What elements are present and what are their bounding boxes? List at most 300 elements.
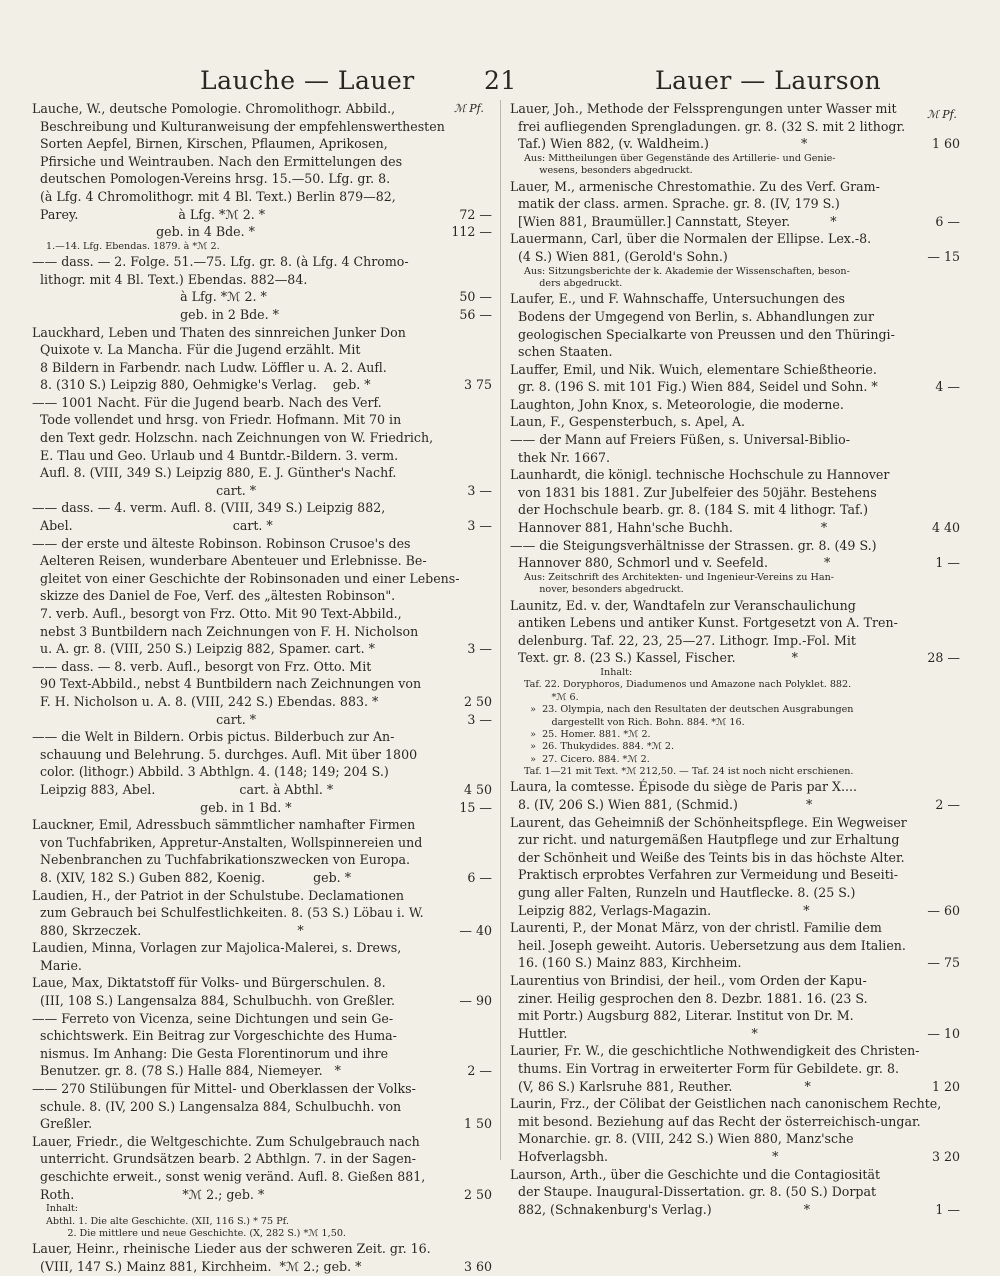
entry-text: nebst 3 Buntbildern nach Zeichnungen von F. H. Nicholson [32,623,419,639]
entry-line [32,658,492,676]
entry-line [510,849,960,867]
entry-note-line [510,278,960,290]
entry-text: Sorten Aepfel, Birnen, Kirschen, Pflaumen, Aprikosen, [32,136,388,152]
entry-text: zur richt. und naturgemäßen Hautpflege und zur Erhaltung [510,832,900,848]
entry-line [32,135,492,153]
entry-text: dargestellt von Rich. Bohn. 884. *ℳ 16. [524,716,745,728]
entry-price: 112 — [451,224,492,240]
entry-line [32,499,492,517]
entry-note-line [510,741,960,753]
entry-line [510,1060,960,1078]
entry-text: 8. (XIV, 182 S.) Guben 882, Koenig. geb. * [32,869,351,885]
entry-line [510,937,960,955]
running-head-left: Lauche — Lauer [200,66,415,95]
entry-note-line [510,266,960,278]
entry-price: 3 — [467,711,492,727]
entry-line [32,464,492,482]
entry-text: Lauer, Joh., Methode der Felssprengungen unter Wasser mit [510,101,897,116]
entry-line [32,675,492,693]
entry-text: Laue, Max, Diktatstoff für Volks- und Bürgerschulen. 8. [32,975,386,991]
entry-line [32,359,492,377]
entry-text: nover, besonders abgedruckt. [524,584,684,596]
entry-line [510,100,960,118]
entry-line [510,1042,960,1060]
entry-line [32,587,492,605]
entry-line [32,1062,492,1080]
entry-line [32,992,492,1010]
entry-line [510,884,960,902]
entry-line [32,1168,492,1186]
entry-note-line [510,729,960,741]
entry-text: (4 S.) Wien 881, (Gerold's Sohn.) [510,248,728,264]
entry-line [32,552,492,570]
entry-line [32,922,492,940]
entry-line [510,778,960,796]
entry-text: *ℳ 6. [524,691,579,703]
entry-text: ders abgedruckt. [524,277,623,289]
entry-line [32,1098,492,1116]
entry-text: » 23. Olympia, nach den Resultaten der deutschen Ausgrabungen [524,704,854,716]
entry-text: » 27. Cicero. 884. *ℳ 2. [524,753,650,765]
entry-line [32,869,492,887]
entry-text: Inhalt: [46,1203,79,1215]
entry-note-line [510,584,960,596]
entry-line [32,100,492,118]
entry-text: Lauckhard, Leben und Thaten des sinnreichen Junker Don [32,324,406,340]
entry-text: 882, (Schnakenburg's Verlag.) * [510,1201,811,1217]
entry-price: 3 — [467,482,492,498]
entry-text: color. (lithogr.) Abbild. 3 Abthlgn. 4. (148; 149; 204 S.) [32,764,389,780]
entry-line [32,728,492,746]
entry-text: Laurent, das Geheimniß der Schönheitspflege. Ein Wegweiser [510,814,907,830]
entry-note-line [32,1228,492,1240]
entry-line [510,1025,960,1043]
entry-text: Laun, F., Gespensterbuch, s. Apel, A. [510,414,746,430]
entry-line [510,413,960,431]
entry-text: matik der class. armen. Sprache. gr. 8. (IV, 179 S.) [510,196,840,212]
entry-line [32,957,492,975]
entry-line [510,614,960,632]
entry-text: thek Nr. 1667. [510,449,610,465]
entry-line [510,1113,960,1131]
entry-line [32,118,492,136]
entry-text: ziner. Heilig gesprochen den 8. Dezbr. 1881. 16. (23 S. [510,990,868,1006]
entry-text: Text. gr. 8. (23 S.) Kassel, Fischer. * [510,650,798,666]
entry-text: » 25. Homer. 881. *ℳ 2. [524,728,651,740]
entry-price: 1 — [935,1201,960,1217]
entry-line [510,597,960,615]
entry-line [510,519,960,537]
entry-text: Parey. à Lfg. *ℳ 2. * [32,206,266,222]
entry-line [510,1078,960,1096]
entry-text: von Tuchfabriken, Appretur-Anstalten, Wollspinnereien und [32,834,423,850]
entry-text: Lauche, W., deutsche Pomologie. Chromolithogr. Abbild., [32,101,396,116]
entry-line [510,1201,960,1219]
entry-text: 8. (310 S.) Leipzig 880, Oehmigke's Verlag. geb. * [32,377,371,393]
entry-line [510,248,960,266]
entry-line [32,1258,492,1276]
entry-text: Taf. 1—21 mit Text. *ℳ 212,50. — Taf. 24 ist noch nicht erschienen. [524,766,854,778]
entry-text: Hannover 880, Schmorl und v. Seefeld. * [510,555,831,571]
entry-line [32,605,492,623]
entry-line [32,834,492,852]
entry-text: zum Gebrauch bei Schulfestlichkeiten. 8. (53 S.) Löbau i. W. [32,905,424,921]
entry-text: geb. in 2 Bde. * [32,306,279,322]
entry-price: 1 60 [931,136,960,152]
entry-line [32,640,492,658]
entry-note-line [510,667,960,679]
entry-text: mit Portr.) Augsburg 882, Literar. Institut von Dr. M. [510,1008,854,1024]
entry-line [32,1045,492,1063]
entry-text: gung aller Falten, Runzeln und Hautflecke. 8. (25 S.) [510,885,856,901]
entry-text: Laura, la comtesse. Épisode du siège de Paris par X.... [510,779,858,795]
entry-text: Laurson, Arth., über die Geschichte und die Contagiosität [510,1166,881,1182]
entry-line [32,447,492,465]
entry-price: — 60 [927,902,960,918]
entry-text: Laurentius von Brindisi, der heil., vom Orden der Kapu- [510,973,867,989]
entry-line [510,1007,960,1025]
entry-text: Laurier, Fr. W., die geschichtliche Nothwendigkeit des Christen- [510,1043,920,1059]
entry-price: 2 — [935,797,960,813]
currency-heading-right: ℳ Pf. [927,108,957,121]
entry-line [510,118,960,136]
entry-line [32,188,492,206]
entry-text: Lauer, Heinr., rheinische Lieder aus der schweren Zeit. gr. 16. [32,1241,431,1257]
entry-price: — 10 [927,1025,960,1041]
entry-line [510,135,960,153]
entry-line [510,1148,960,1166]
entry-line [510,1183,960,1201]
entry-price: 3 — [467,641,492,657]
entry-text: Laurin, Frz., der Cölibat der Geistlichen nach canonischem Rechte, [510,1096,942,1112]
entry-line [32,1133,492,1151]
entry-line [510,814,960,832]
entry-text: Aus: Zeitschrift des Architekten- und Ingenieur-Vereins zu Han- [524,571,835,583]
entry-price: 56 — [459,306,492,322]
entry-text: Lauer, Friedr., die Weltgeschichte. Zum Schulgebrauch nach [32,1133,420,1149]
entry-text: der Schönheit und Weiße des Teints bis in das höchste Alter. [510,849,905,865]
entry-line [510,954,960,972]
entry-line [510,290,960,308]
entry-line [510,990,960,1008]
entry-line [510,649,960,667]
running-head-right: Lauer — Laurson [655,66,882,95]
entry-text: skizze des Daniel de Foe, Verf. des „ältesten Robinson". [32,588,396,604]
entry-text: —— 270 Stilübungen für Mittel- und Oberklassen der Volks- [32,1081,416,1097]
entry-note-line [32,1216,492,1228]
entry-line [510,361,960,379]
entry-text: Leipzig 883, Abel. cart. à Abthl. * [32,781,334,797]
currency-heading-left: ℳ Pf. [454,102,484,115]
entry-text: Huttler. * [510,1025,758,1041]
entry-line [32,170,492,188]
entry-line [510,554,960,572]
entry-line [510,484,960,502]
entry-note-line [510,692,960,704]
entry-line [510,396,960,414]
entry-line [32,376,492,394]
entry-price: 72 — [459,206,492,222]
entry-line [32,746,492,764]
entry-text: » 26. Thukydides. 884. *ℳ 2. [524,741,675,753]
entry-price: 3 20 [931,1148,960,1164]
entry-text: 8. (IV, 206 S.) Wien 881, (Schmid.) * [510,797,813,813]
entry-line [32,394,492,412]
entry-note-line [510,679,960,691]
entry-line [510,632,960,650]
entry-text: lithogr. mit 4 Bl. Text.) Ebendas. 882—84. [32,271,308,287]
entry-line [32,341,492,359]
entry-line [510,919,960,937]
entry-line [510,501,960,519]
entry-note-line [32,1203,492,1215]
entry-line [510,1130,960,1148]
entry-price: 6 — [467,869,492,885]
entry-text: Greßler. [32,1116,93,1132]
entry-text: Launhardt, die königl. technische Hochschule zu Hannover [510,467,890,483]
entry-line [510,796,960,814]
entry-text: 1.—14. Lfg. Ebendas. 1879. à *ℳ 2. [46,240,220,252]
entry-text: —— der Mann auf Freiers Füßen, s. Universal-Biblio- [510,432,850,448]
entry-text: Pfirsiche und Weintrauben. Nach den Ermittelungen des [32,153,403,169]
entry-text: Hannover 881, Hahn'sche Buchh. * [510,520,828,536]
entry-line [32,693,492,711]
entry-text: schichtswerk. Ein Beitrag zur Vorgeschichte des Huma- [32,1028,397,1044]
entry-price: 50 — [459,289,492,305]
entry-text: (V, 86 S.) Karlsruhe 881, Reuther. * [510,1078,811,1094]
entry-line [32,1240,492,1258]
entry-text: nismus. Im Anhang: Die Gesta Florentinorum und ihre [32,1045,389,1061]
entry-text: Aelteren Reisen, wunderbare Abenteuer und Erlebnisse. Be- [32,553,427,569]
entry-line [32,1080,492,1098]
entry-text: delenburg. Taf. 22, 23, 25—27. Lithogr. Imp.-Fol. Mit [510,632,856,648]
entry-price: — 40 [459,922,492,938]
entry-line [32,411,492,429]
entry-text: —— die Steigungsverhältnisse der Strassen. gr. 8. (49 S.) [510,537,877,553]
entry-price: 4 — [935,379,960,395]
entry-note-line [510,766,960,778]
entry-line [32,517,492,535]
entry-price: 1 50 [463,1116,492,1132]
entry-text: Praktisch erprobtes Verfahren zur Vermeidung und Beseiti- [510,867,899,883]
entry-text: Abthl. 1. Die alte Geschichte. (XII, 116 S.) * 75 Pf. [46,1215,289,1227]
entry-text: gr. 8. (196 S. mit 101 Fig.) Wien 884, Seidel und Sohn. * [510,379,878,395]
page-number: 21 [484,66,517,95]
entry-line [510,178,960,196]
entry-text: (à Lfg. 4 Chromolithogr. mit 4 Bl. Text.) Berlin 879—82, [32,188,396,204]
entry-text: Launitz, Ed. v. der, Wandtafeln zur Veranschaulichung [510,597,856,613]
entry-text: schule. 8. (IV, 200 S.) Langensalza 884, Schulbuchh. von [32,1098,402,1114]
entry-text: schen Staaten. [510,344,613,360]
entry-price: 1 — [935,555,960,571]
entry-line [32,306,492,324]
entry-line [32,288,492,306]
entry-line [32,1027,492,1045]
entry-note-line [510,153,960,165]
entry-text: —— 1001 Nacht. Für die Jugend bearb. Nach des Verf. [32,394,382,410]
entry-note-line [510,754,960,766]
entry-note-line [510,717,960,729]
entry-text: Leipzig 882, Verlags-Magazin. * [510,902,810,918]
entry-text: —— die Welt in Bildern. Orbis pictus. Bilderbuch zur An- [32,729,395,745]
entry-text: Monarchie. gr. 8. (VIII, 242 S.) Wien 880, Manz'sche [510,1131,854,1147]
entry-text: 16. (160 S.) Mainz 883, Kirchheim. [510,955,742,971]
entry-line [32,223,492,241]
entry-line [32,763,492,781]
entry-text: geschichte erweit., sonst wenig veränd. Aufl. 8. Gießen 881, [32,1169,426,1185]
entry-line [510,230,960,248]
entry-text: —— dass. — 8. verb. Aufl., besorgt von Frz. Otto. Mit [32,658,372,674]
entry-note-line [32,241,492,253]
entry-text: Lauermann, Carl, über die Normalen der Ellipse. Lex.-8. [510,231,872,247]
entry-line [32,253,492,271]
entry-text: Abel. cart. * [32,518,273,534]
entry-line [32,153,492,171]
entry-text: geb. in 4 Bde. * [32,224,255,240]
entry-price: 2 — [467,1063,492,1079]
entry-line [510,537,960,555]
entry-line [32,623,492,641]
entry-price: 4 50 [463,781,492,797]
entry-note-line [510,165,960,177]
entry-text: (VIII, 147 S.) Mainz 881, Kirchheim. *ℳ 2.; geb. * [32,1258,362,1274]
entry-text: Tode vollendet und hrsg. von Friedr. Hofmann. Mit 70 in [32,412,402,428]
entry-text: Bodens der Umgegend von Berlin, s. Abhandlungen zur [510,308,875,324]
entry-line [510,431,960,449]
entry-line [32,429,492,447]
entry-text: unterricht. Grundsätzen bearb. 2 Abthlgn. 7. in der Sagen- [32,1151,417,1167]
entry-text: antiken Lebens und antiker Kunst. Fortgesetzt von A. Tren- [510,615,898,631]
entry-price: 3 — [467,518,492,534]
entry-line [510,1095,960,1113]
entry-price: 1 20 [931,1078,960,1094]
entry-text: —— Ferreto von Vicenza, seine Dichtungen und sein Ge- [32,1010,394,1026]
entry-line [510,1166,960,1184]
entry-line [32,206,492,224]
entry-text: thums. Ein Vortrag in erweiterter Form für Gebildete. gr. 8. [510,1060,899,1076]
entry-line [32,1010,492,1028]
entry-text: 90 Text-Abbild., nebst 4 Buntbildern nach Zeichnungen von [32,676,422,692]
entry-text: gleitet von einer Geschichte der Robinsonaden und einer Lebens- [32,570,460,586]
entry-text: der Staupe. Inaugural-Dissertation. gr. 8. (50 S.) Dorpat [510,1184,877,1200]
entry-text: Taf.) Wien 882, (v. Waldheim.) * [510,136,808,152]
entry-text: wesens, besonders abgedruckt. [524,165,693,177]
entry-line [32,799,492,817]
entry-line [510,972,960,990]
entry-line [32,271,492,289]
entry-note-line [510,572,960,584]
entry-text: geb. in 1 Bd. * [32,799,292,815]
entry-text: [Wien 881, Braumüller.] Cannstatt, Steyer. * [510,213,837,229]
entry-line [510,343,960,361]
entry-text: cart. * [32,482,257,498]
entry-text: deutschen Pomologen-Vereins hrsg. 15.—50. Lfg. gr. 8. [32,171,391,187]
entry-line [32,1150,492,1168]
entry-line [32,816,492,834]
entry-text: Laudien, Minna, Vorlagen zur Majolica-Malerei, s. Drews, [32,940,402,956]
right-column [510,100,960,1218]
entry-price: 3 60 [463,1258,492,1274]
entry-text: heil. Joseph geweiht. Autoris. Uebersetzung aus dem Italien. [510,937,906,953]
entry-line [32,1115,492,1133]
entry-text: Aus: Sitzungsberichte der k. Akademie der Wissenschaften, beson- [524,265,850,277]
entry-text: —— dass. — 2. Folge. 51.—75. Lfg. gr. 8. (à Lfg. 4 Chromo- [32,254,409,270]
entry-line [510,831,960,849]
entry-text: Lauer, M., armenische Chrestomathie. Zu des Verf. Gram- [510,178,880,194]
entry-text: à Lfg. *ℳ 2. * [32,289,267,305]
entry-text: Beschreibung und Kulturanweisung der empfehlenswerthesten [32,118,445,134]
entry-price: — 75 [927,955,960,971]
entry-text: (III, 108 S.) Langensalza 884, Schulbuchh. von Greßler. [32,993,396,1009]
entry-line [32,711,492,729]
entry-price: 2 50 [463,1186,492,1202]
entry-text: von 1831 bis 1881. Zur Jubelfeier des 50jähr. Bestehens [510,484,877,500]
entry-line [32,851,492,869]
entry-line [510,902,960,920]
entry-text: Roth. *ℳ 2.; geb. * [32,1186,265,1202]
entry-price: 28 — [927,650,960,666]
entry-price: 3 75 [463,377,492,393]
entry-text: 8 Bildern in Farbendr. nach Ludw. Löffler u. A. 2. Aufl. [32,359,387,375]
entry-line [32,904,492,922]
entry-line [510,378,960,396]
entry-text: Quixote v. La Mancha. Für die Jugend erzählt. Mit [32,342,361,358]
entry-text: den Text gedr. Holzschn. nach Zeichnungen von W. Friedrich, [32,430,434,446]
entry-line [32,781,492,799]
entry-note-line [510,704,960,716]
entry-text: cart. * [32,711,257,727]
entry-text: Lauffer, Emil, und Nik. Wuich, elementare Schießtheorie. [510,361,877,377]
entry-text: u. A. gr. 8. (VIII, 250 S.) Leipzig 882, Spamer. cart. * [32,641,375,657]
entry-price: 2 50 [463,693,492,709]
entry-text: Lauckner, Emil, Adressbuch sämmtlicher namhafter Firmen [32,817,416,833]
entry-line [510,326,960,344]
entry-text: Taf. 22. Doryphoros, Diadumenos und Amazone nach Polyklet. 882. [524,679,852,691]
entry-text: 880, Skrzeczek. * [32,922,304,938]
entry-line [510,195,960,213]
entry-text: mit besond. Beziehung auf das Recht der österreichisch-ungar. [510,1113,921,1129]
entry-text: frei aufliegenden Sprengladungen. gr. 8. (32 S. mit 2 lithogr. [510,118,906,134]
entry-price: 15 — [459,799,492,815]
left-column [32,100,492,1276]
entry-line [32,535,492,553]
entry-line [32,887,492,905]
entry-line [510,466,960,484]
entry-line [32,1186,492,1204]
entry-text: 7. verb. Aufl., besorgt von Frz. Otto. Mit 90 Text-Abbild., [32,606,402,622]
entry-text: Laughton, John Knox, s. Meteorologie, die moderne. [510,396,844,412]
entry-text: Nebenbranchen zu Tuchfabrikationszwecken von Europa. [32,852,411,868]
entry-line [510,308,960,326]
entry-text: Aufl. 8. (VIII, 349 S.) Leipzig 880, E. J. Günther's Nachf. [32,465,397,481]
entry-line [32,974,492,992]
entry-text: —— der erste und älteste Robinson. Robinson Crusoe's des [32,535,411,551]
entry-text: F. H. Nicholson u. A. 8. (VIII, 242 S.) Ebendas. 883. * [32,693,379,709]
entry-line [510,866,960,884]
entry-line [32,482,492,500]
entry-text: 2. Die mittlere und neue Geschichte. (X, 282 S.) *ℳ 1,50. [46,1227,346,1239]
entry-text: E. Tlau und Geo. Urlaub und 4 Buntdr.-Bildern. 3. verm. [32,447,399,463]
entry-text: geologischen Specialkarte von Preussen und den Thüringi- [510,326,895,342]
entry-price: — 90 [459,993,492,1009]
column-divider [500,100,501,1160]
entry-price: 4 40 [931,520,960,536]
entry-text: Inhalt: [524,666,633,678]
entry-text: Benutzer. gr. 8. (78 S.) Halle 884, Niemeyer. * [32,1063,341,1079]
entry-price: — 15 [927,248,960,264]
entry-text: Laufer, E., und F. Wahnschaffe, Untersuchungen des [510,291,845,307]
entry-text: Laudien, H., der Patriot in der Schulstube. Declamationen [32,887,405,903]
